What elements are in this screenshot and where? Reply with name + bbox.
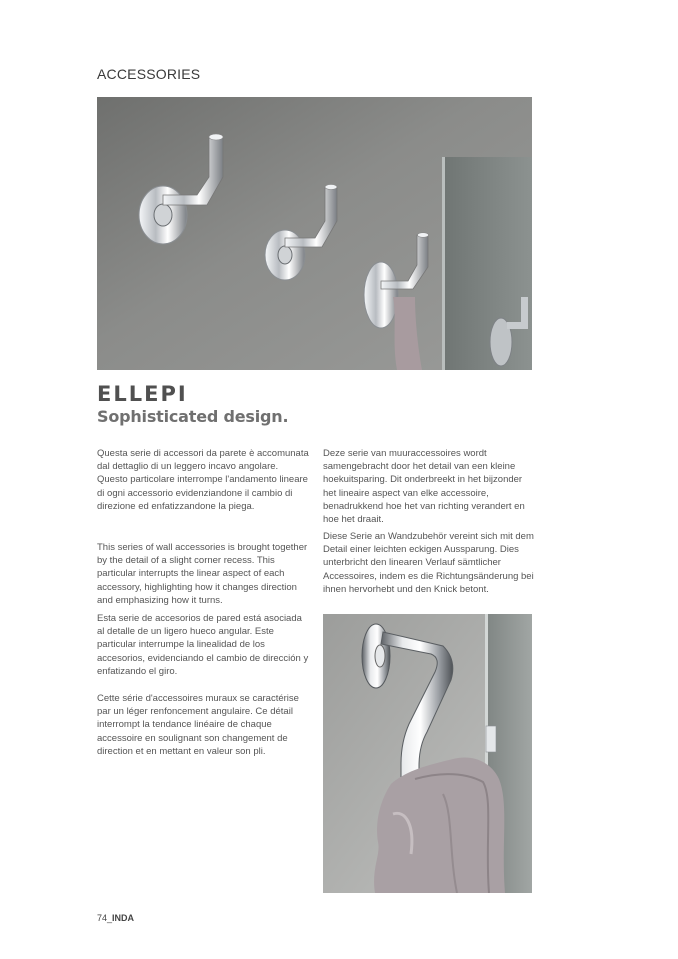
product-tagline: Sophisticated design. <box>97 407 289 426</box>
description-spanish: Esta serie de accesorios de pared está asociada al detalle de un ligero hueco angular. Este particular interrumpe la linealidad de los accesorios, evidenciando el cambio de dirección y enfatizando el giro. <box>97 613 309 677</box>
description-german: Diese Serie an Wandzubehör vereint sich mit dem Detail einer leichten eckigen Aussparung. Dies unterbricht den linearen Verlauf sämtlicher Accessoires, indem es die Richtungsänderung bei ihnen hervorhebt und den Knick betont. <box>323 531 534 595</box>
description-english: This series of wall accessories is brought together by the detail of a slight corner recess. This particular interrupts the linear aspect of each accessory, highlighting how it changes direction and emphasizing how it turns. <box>97 542 308 606</box>
page-number: 74_ <box>97 913 113 923</box>
description-dutch: Deze serie van muuraccessoires wordt samengebracht door het detail van een kleine hoekuitsparing. Dit onderbreekt in het bijzonder het lineaire aspect van elke accessoire, benadrukkend hoe het van richting verandert en hoe het draait. <box>323 448 525 526</box>
description-italian: Questa serie di accessori da parete è accomunata dal dettaglio di un leggero incavo angolare. Questo particolare interrompe l'andamento lineare di ogni accessorio evidenziandone il cambio di direzione ed enfatizzandone la piega. <box>97 448 309 512</box>
photo-towel-holder <box>323 614 532 893</box>
description-french: Cette série d'accessoires muraux se caractérise par un léger renfoncement angulaire. Ce détail interrompt la tendance linéaire de chaque accessoire en soulignant son changement de direction et en mettant en valeur son pli. <box>97 693 299 757</box>
product-title: ELLEPI <box>97 382 188 406</box>
section-label: ACCESSORIES <box>97 66 201 82</box>
hero-photo-wall-hooks <box>97 97 532 370</box>
brand-name: INDA <box>112 913 135 923</box>
page-footer <box>97 913 134 923</box>
